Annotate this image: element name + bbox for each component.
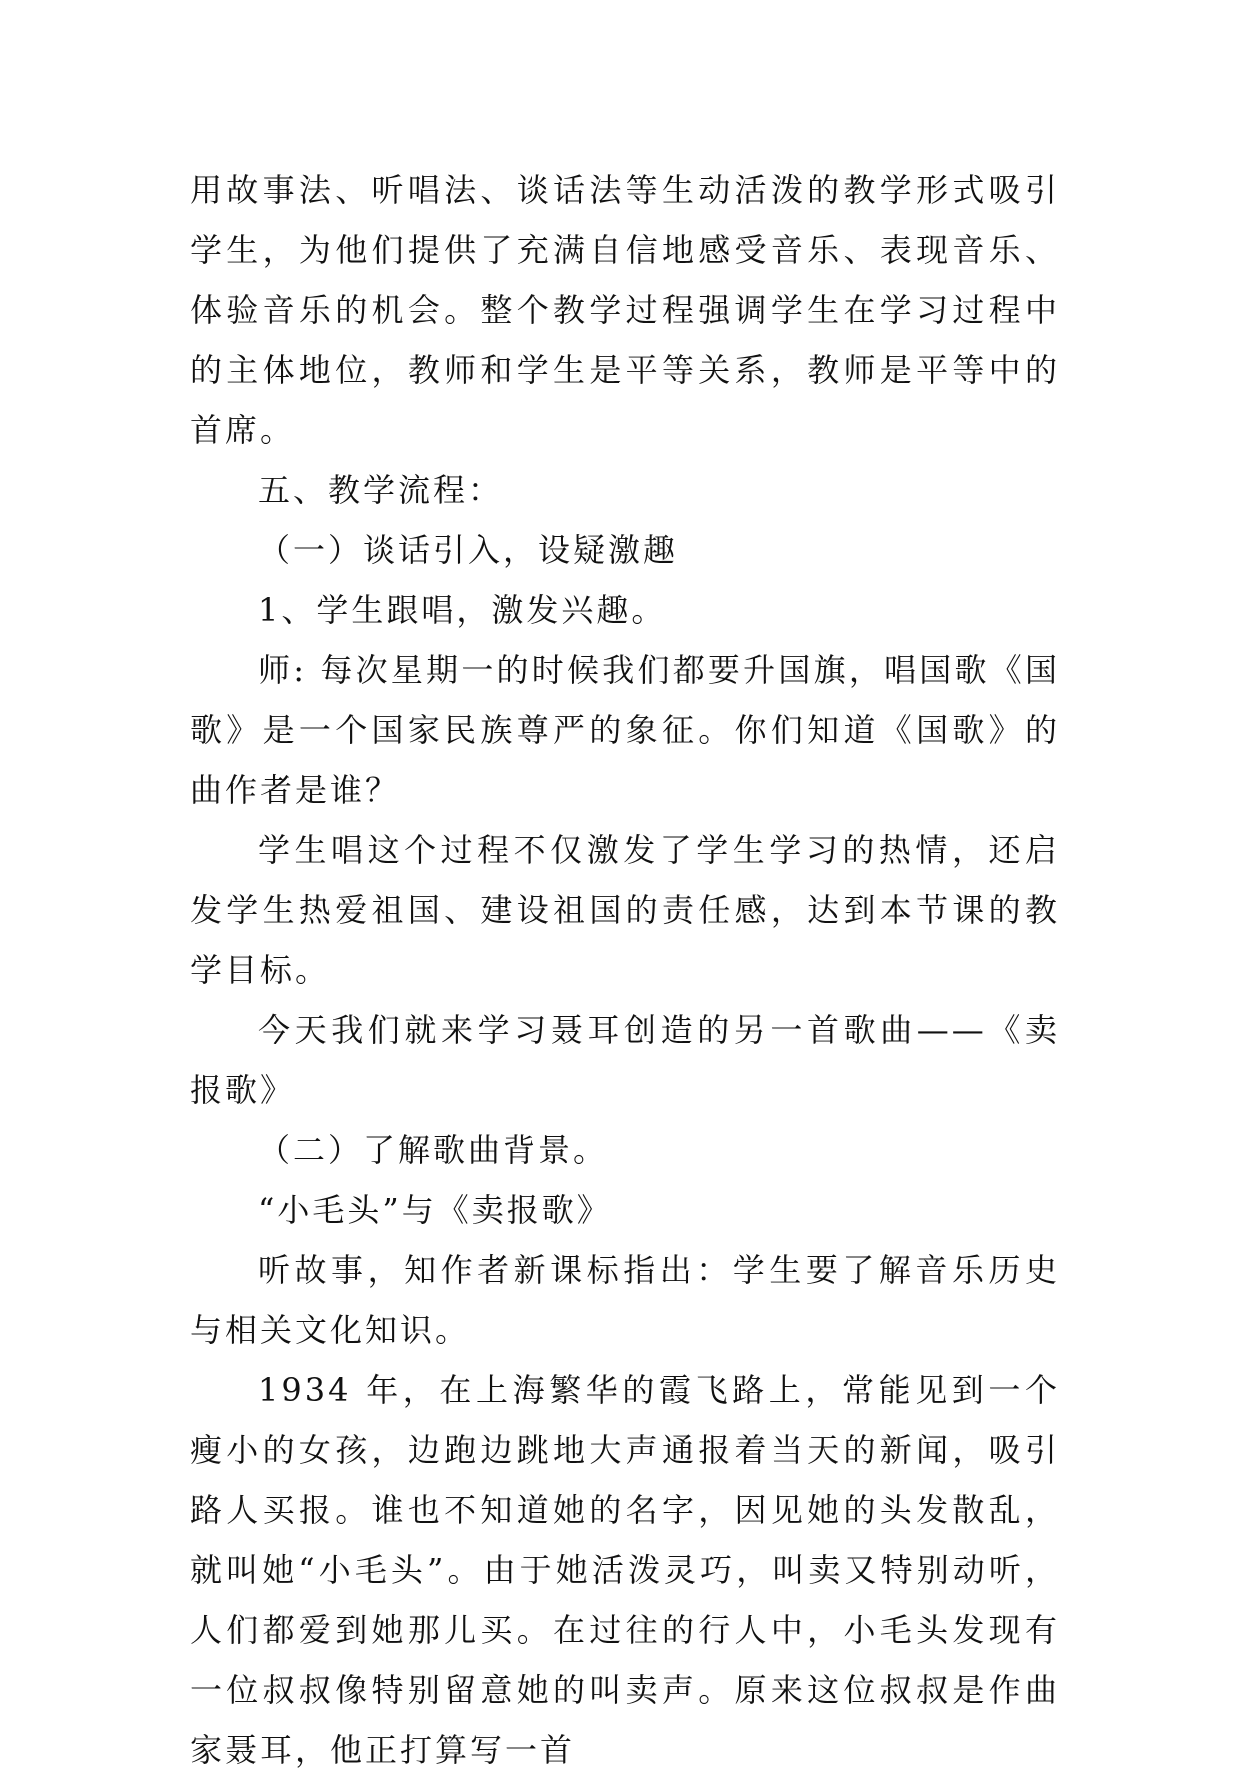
title-xiaomaotou: “小毛头”与《卖报歌》 (258, 1191, 612, 1229)
paragraph-story-intro: 听故事，知作者新课标指出：学生要了解音乐历史与相关文化知识。 (190, 1251, 1060, 1349)
paragraph-today-lesson: 今天我们就来学习聂耳创造的另一首歌曲——《卖报歌》 (190, 1011, 1060, 1109)
paragraph-story-1934: 1934 年，在上海繁华的霞飞路上，常能见到一个瘦小的女孩，边跑边跳地大声通报着当天的新闻，吸引路人买报。谁也不知道她的名字，因见她的头发散乱，就叫她“小毛头”。由于她活泼灵巧，叫卖又特别动听，人们都爱到她那儿买。在过往的行人中，小毛头发现有一位叔叔像特别留意她的叫卖声。原来这位叔叔是作曲家聂耳，他正打算写一首 (190, 1371, 1060, 1769)
step-student-singing: 1、学生跟唱，激发兴趣。 (258, 591, 667, 629)
paragraph-teaching-methods: 用故事法、听唱法、谈话法等生动活泼的教学形式吸引学生，为他们提供了充满自信地感受音乐、表现音乐、体验音乐的机会。整个教学过程强调学生在学习过程中的主体地位，教师和学生是平等关系，教师是平等中的首席。 (190, 171, 1060, 449)
subheading-song-background: （二）了解歌曲背景。 (258, 1131, 609, 1169)
heading-teaching-process: 五、教学流程： (258, 471, 504, 509)
document-body (190, 160, 1060, 1780)
subheading-introduction: （一）谈话引入，设疑激趣 (258, 531, 679, 569)
paragraph-teacher-question: 师: 每次星期一的时候我们都要升国旗，唱国歌《国歌》是一个国家民族尊严的象征。你们知道《国歌》的曲作者是谁？ (190, 651, 1060, 809)
paragraph-singing-effect: 学生唱这个过程不仅激发了学生学习的热情，还启发学生热爱祖国、建设祖国的责任感，达到本节课的教学目标。 (190, 831, 1060, 989)
